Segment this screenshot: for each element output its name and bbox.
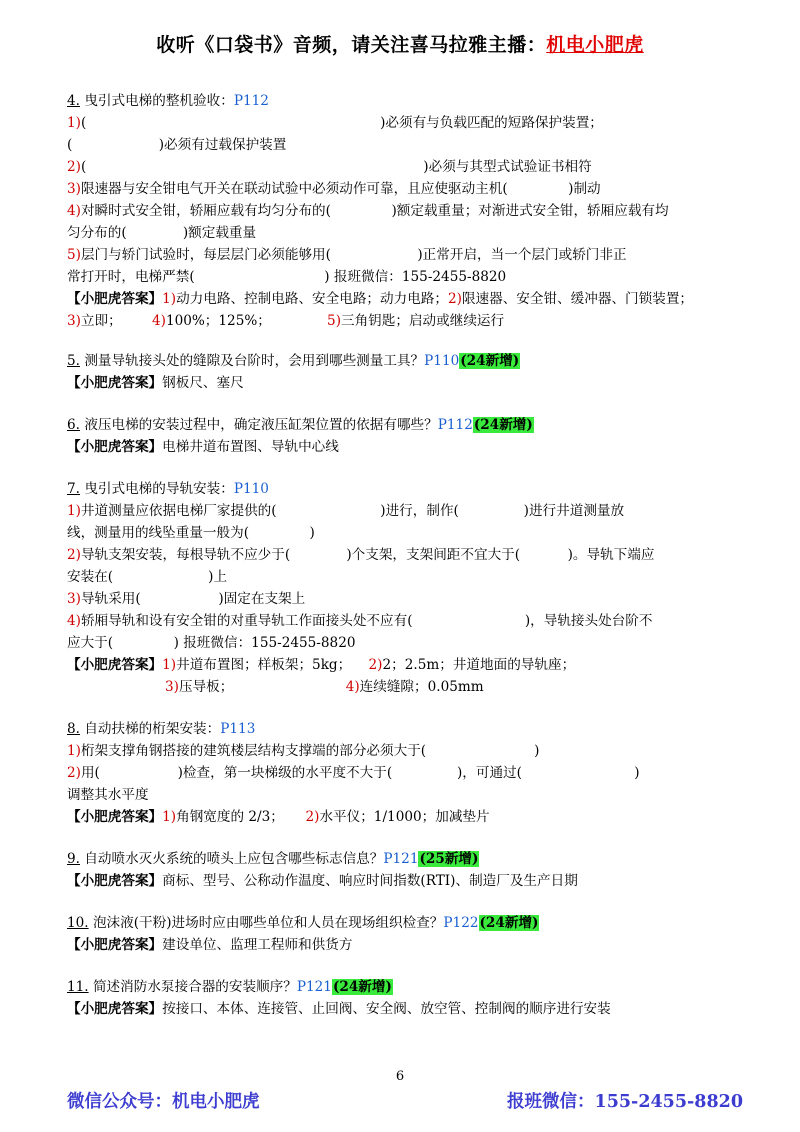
fill-blank-line: 限速器与安全钳电气开关在联动试验中必须动作可靠，且应使驱动主机( )制动 <box>80 181 601 197</box>
answer-label: 【小肥虎答案】 <box>67 1001 163 1017</box>
item-marker: 4) <box>151 313 166 329</box>
answer-label: 【小肥虎答案】 <box>67 291 163 307</box>
question-title: 液压电梯的安装过程中，确定液压缸架位置的依据有哪些？ <box>84 417 438 433</box>
answer-text: 立即； <box>80 313 122 329</box>
question-title: 曳引式电梯的整机验收： <box>84 93 234 109</box>
item-marker: 4) <box>67 203 81 219</box>
item-marker: 4) <box>67 613 81 629</box>
item-marker: 2) <box>368 657 383 673</box>
new-tag-badge: (24新增) <box>473 417 533 433</box>
fill-blank-line: ( )必须有过载保护装置 <box>67 137 287 153</box>
document-content <box>67 90 743 1036</box>
answer-text: 2；2.5m；井道地面的导轨座； <box>382 657 576 673</box>
question-number: 4. <box>67 93 80 109</box>
footer-wechat-account: 微信公众号：机电小肥虎 <box>67 1092 260 1112</box>
answer-text: 动力电路、控制电路、安全电路；动力电路； <box>176 291 448 307</box>
question-title: 简述消防水泵接合器的安装顺序？ <box>92 979 297 995</box>
fill-blank-line: 用( )检查，第一块梯级的水平度不大于( )，可通过( ) <box>80 765 640 781</box>
item-marker: 2) <box>447 291 462 307</box>
item-marker: 1) <box>67 743 81 759</box>
question-title: 泡沫液(干粉)进场时应由哪些单位和人员在现场组织检查？ <box>92 915 444 931</box>
new-tag-badge: (24新增) <box>479 915 539 931</box>
item-marker: 5) <box>67 247 81 263</box>
question-8 <box>67 718 743 828</box>
page-reference: P121 <box>383 851 419 867</box>
item-marker: 3) <box>67 181 81 197</box>
fill-blank-line: 层门与轿门试验时，每层层门必须能够用( )正常开启，当一个层门或轿门非正 <box>80 247 627 263</box>
question-number: 11. <box>67 979 89 995</box>
fill-blank-line: 轿厢导轨和设有安全钳的对重导轨工作面接头处不应有( )，导轨接头处台阶不 <box>80 613 653 629</box>
fill-blank-line: ( )必须有与负载匹配的短路保护装置； <box>80 115 603 131</box>
question-number: 5. <box>67 353 80 369</box>
fill-blank-line: 常打开时，电梯严禁( ) 报班微信：155-2455-8820 <box>67 269 507 285</box>
answer-text: 100%；125%； <box>165 313 271 329</box>
page-reference: P110 <box>424 353 460 369</box>
fill-blank-line: 应大于( ) 报班微信：155-2455-8820 <box>67 635 356 651</box>
page-reference: P121 <box>296 979 332 995</box>
question-title: 测量导轨接头处的缝隙及台阶时，会用到哪些测量工具？ <box>84 353 425 369</box>
question-number: 7. <box>67 481 80 497</box>
page-header <box>0 30 800 57</box>
page-reference: P113 <box>220 721 256 737</box>
answer-text: 连续缝隙；0.05mm <box>359 679 484 695</box>
new-tag-badge: (24新增) <box>460 353 520 369</box>
page-reference: P122 <box>443 915 479 931</box>
item-marker: 1) <box>162 657 177 673</box>
question-7 <box>67 478 743 698</box>
answer-text: 三角钥匙；启动或继续运行 <box>341 313 505 329</box>
item-marker: 1) <box>162 291 177 307</box>
answer-text: 按接口、本体、连接管、止回阀、安全阀、放空管、控制阀的顺序进行安装 <box>162 1001 611 1017</box>
item-marker: 5) <box>327 313 341 329</box>
item-marker: 2) <box>67 159 81 175</box>
answer-label: 【小肥虎答案】 <box>67 657 163 673</box>
fill-blank-line: 导轨支架安装，每根导轨不应少于( )个支架，支架间距不宜大于( )。导轨下端应 <box>80 547 655 563</box>
fill-blank-line: ( )必须与其型式试验证书相符 <box>80 159 592 175</box>
question-number: 6. <box>67 417 80 433</box>
fill-blank-line: 对瞬时式安全钳，轿厢应载有均匀分布的( )额定载重量；对渐进式安全钳，轿厢应载有均 <box>80 203 669 219</box>
answer-text: 井道布置图；样板架；5kg； <box>176 657 352 673</box>
item-marker: 3) <box>67 313 81 329</box>
item-marker: 4) <box>345 679 360 695</box>
question-title: 自动扶梯的桁架安装： <box>84 721 221 737</box>
answer-text: 商标、型号、公称动作温度、响应时间指数(RTI)、制造厂及生产日期 <box>162 873 578 889</box>
question-number: 10. <box>67 915 89 931</box>
answer-text: 钢板尺、塞尺 <box>162 375 244 391</box>
question-number: 8. <box>67 721 80 737</box>
question-6 <box>67 414 743 458</box>
fill-blank-line: 井道测量应依据电梯厂家提供的( )进行，制作( )进行井道测量放 <box>80 503 625 519</box>
answer-text: 建设单位、监理工程师和供货方 <box>162 937 353 953</box>
question-10 <box>67 912 743 956</box>
new-tag-badge: (24新增) <box>332 979 392 995</box>
question-11 <box>67 976 743 1020</box>
answer-text: 角钢宽度的 2/3； <box>176 809 284 825</box>
page-reference: P112 <box>437 417 473 433</box>
question-title: 曳引式电梯的导轨安装： <box>84 481 234 497</box>
answer-label: 【小肥虎答案】 <box>67 439 163 455</box>
fill-blank-line: 线，测量用的线坠重量一般为( ) <box>67 525 315 541</box>
item-marker: 2) <box>67 547 81 563</box>
answer-text: 水平仪；1/1000；加减垫片 <box>319 809 490 825</box>
footer-signup-contact: 报班微信：155-2455-8820 <box>507 1092 743 1112</box>
item-marker: 2) <box>305 809 320 825</box>
answer-label: 【小肥虎答案】 <box>67 873 163 889</box>
item-marker: 1) <box>162 809 177 825</box>
question-5 <box>67 350 743 394</box>
header-brand-link[interactable]: 机电小肥虎 <box>546 34 644 56</box>
fill-blank-line: 导轨采用( )固定在支架上 <box>80 591 306 607</box>
answer-text: 电梯井道布置图、导轨中心线 <box>162 439 339 455</box>
header-prefix: 收听《口袋书》音频，请关注喜马拉雅主播： <box>156 34 547 56</box>
question-4 <box>67 90 743 332</box>
fill-blank-line: 匀分布的( )额定载重量 <box>67 225 257 241</box>
answer-label: 【小肥虎答案】 <box>67 937 163 953</box>
item-marker: 1) <box>67 503 81 519</box>
fill-blank-line: 桁架支撑角钢搭接的建筑楼层结构支撑端的部分必须大于( ) <box>80 743 540 759</box>
question-title: 自动喷水灭火系统的喷头上应包含哪些标志信息？ <box>84 851 384 867</box>
item-marker: 2) <box>67 765 81 781</box>
answer-label: 【小肥虎答案】 <box>67 809 163 825</box>
page-reference: P110 <box>233 481 269 497</box>
question-number: 9. <box>67 851 80 867</box>
page-reference: P112 <box>233 93 269 109</box>
page-number: 6 <box>395 1069 405 1084</box>
item-marker: 3) <box>165 679 179 695</box>
item-marker: 3) <box>67 591 81 607</box>
item-marker: 1) <box>67 115 81 131</box>
fill-blank-line: 安装在( )上 <box>67 569 228 585</box>
fill-blank-line: 调整其水平度 <box>67 787 149 803</box>
new-tag-badge: (25新增) <box>419 851 479 867</box>
answer-text: 压导板； <box>178 679 234 695</box>
answer-text: 限速器、安全钳、缓冲器、门锁装置； <box>461 291 694 307</box>
question-9 <box>67 848 743 892</box>
answer-label: 【小肥虎答案】 <box>67 375 163 391</box>
